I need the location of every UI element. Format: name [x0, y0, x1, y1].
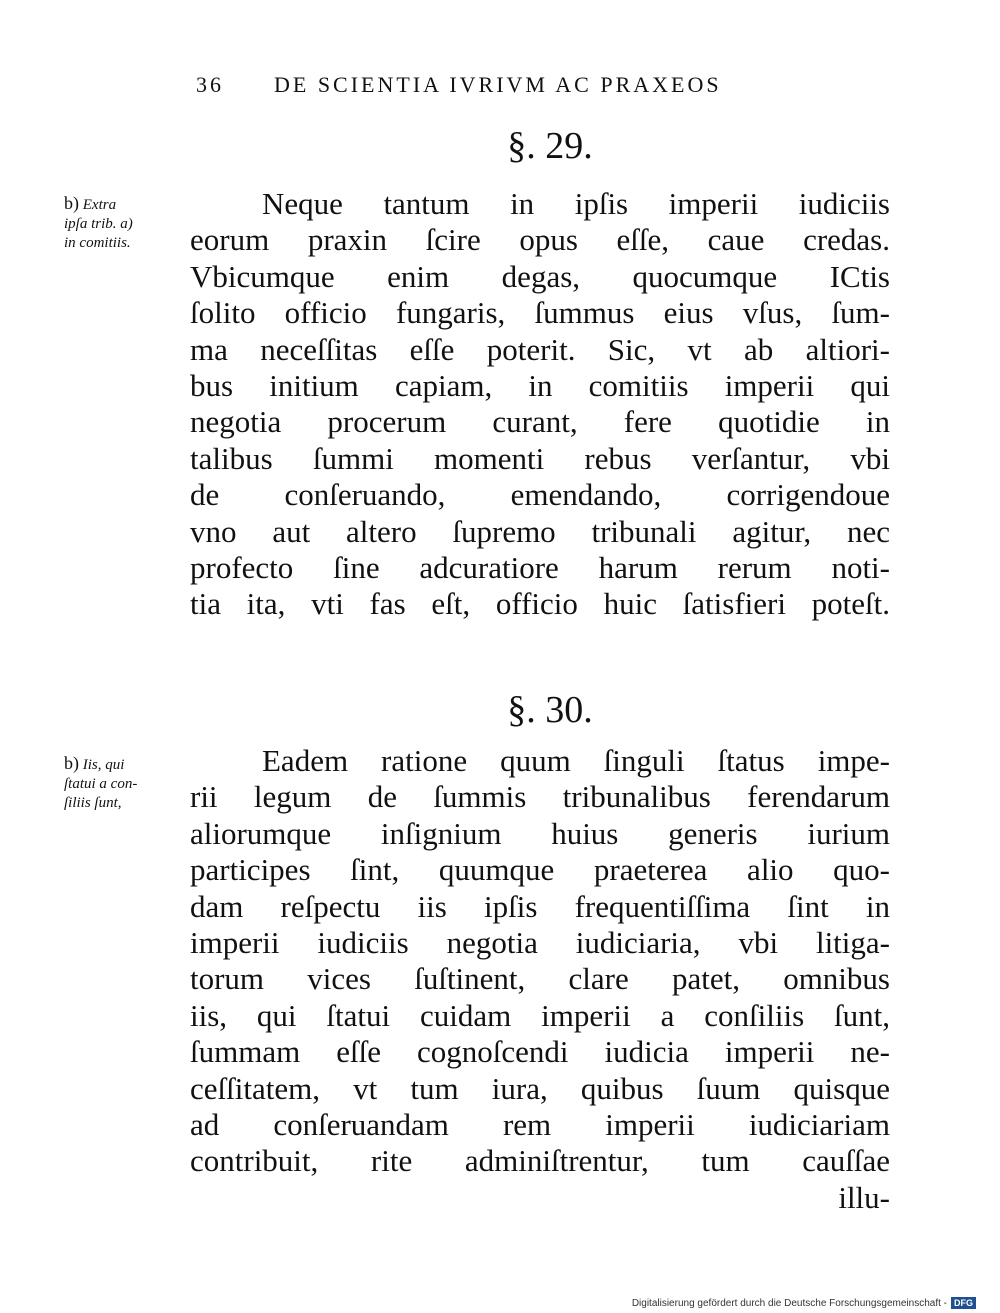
text-line: Neque tantum in ipſis imperii iudiciis	[262, 186, 890, 221]
margin-note-marker: b)	[64, 193, 79, 213]
margin-note-text: Extra	[82, 197, 117, 213]
margin-note-line: ipſa trib. a)	[64, 216, 133, 232]
text-line: rii legum de ſummis tribunalibus ferendarum	[190, 779, 890, 815]
margin-note-line: in comitiis.	[64, 235, 131, 251]
margin-note-line: ſtatui a con-	[64, 776, 138, 792]
text-line: eorum praxin ſcire opus eſſe, caue credas.	[190, 222, 890, 258]
text-line: ſolito officio fungaris, ſummus eius vſus, ſum-	[190, 295, 890, 331]
catchword: illu-	[838, 1179, 890, 1215]
section-body-29	[190, 186, 890, 623]
text-line: iis, qui ſtatui cuidam imperii a conſiliis ſunt,	[190, 997, 890, 1033]
text-line: ceſſitatem, vt tum iura, quibus ſuum quisque	[190, 1070, 890, 1106]
text-line: ſummam eſſe cognoſcendi iudicia imperii ne-	[190, 1034, 890, 1070]
text-line: participes ſint, quumque praeterea alio quo-	[190, 852, 890, 888]
margin-note-line: ſiliis ſunt,	[64, 795, 122, 811]
text-line: ma neceſſitas eſſe poterit. Sic, vt ab altiori-	[190, 331, 890, 367]
text-line: profecto ſine adcuratiore harum rerum noti-	[190, 549, 890, 585]
digitization-footer	[632, 1297, 976, 1309]
dfg-logo-icon: DFG	[951, 1297, 976, 1309]
text-line: de conſeruando, emendando, corrigendoue	[190, 477, 890, 513]
footer-text: Digitalisierung gefördert durch die Deutsche Forschungsgemeinschaft -	[631, 1297, 947, 1309]
section-heading-30: §. 30.	[507, 689, 593, 731]
margin-note-30	[64, 754, 186, 813]
text-line: bus initium capiam, in comitiis imperii qui	[190, 367, 890, 403]
text-line: negotia procerum curant, fere quotidie in	[190, 404, 890, 440]
section-heading-29: §. 29.	[507, 125, 593, 167]
running-title: DE SCIENTIA IVRIVM AC PRAXEOS	[274, 72, 722, 97]
margin-note-line	[64, 754, 186, 775]
page-number: 36	[196, 72, 224, 97]
text-line: talibus ſummi momenti rebus verſantur, vbi	[190, 440, 890, 476]
margin-note-29	[64, 194, 186, 253]
margin-note-line	[64, 194, 186, 215]
margin-note-text: Iis, qui	[82, 757, 125, 773]
text-line: vno aut altero ſupremo tribunali agitur, nec	[190, 513, 890, 549]
text-line: dam reſpectu iis ipſis frequentiſſima ſint in	[190, 888, 890, 924]
section-body-30	[190, 743, 890, 1216]
text-line: torum vices ſuſtinent, clare patet, omnibus	[190, 961, 890, 997]
page-header	[196, 72, 836, 104]
text-line: ad conſeruandam rem imperii iudiciariam	[190, 1106, 890, 1142]
margin-note-marker: b)	[64, 753, 79, 773]
text-line: imperii iudiciis negotia iudiciaria, vbi litiga-	[190, 924, 890, 960]
text-line: Vbicumque enim degas, quocumque ICtis	[190, 258, 890, 294]
text-line: contribuit, rite adminiſtrentur, tum cauſſae	[190, 1143, 890, 1179]
text-line: aliorumque inſignium huius generis iurium	[190, 815, 890, 851]
text-line: Eadem ratione quum ſinguli ſtatus impe-	[262, 743, 890, 778]
text-line: tia ita, vti fas eſt, officio huic ſatisfieri poteſt.	[190, 586, 890, 622]
